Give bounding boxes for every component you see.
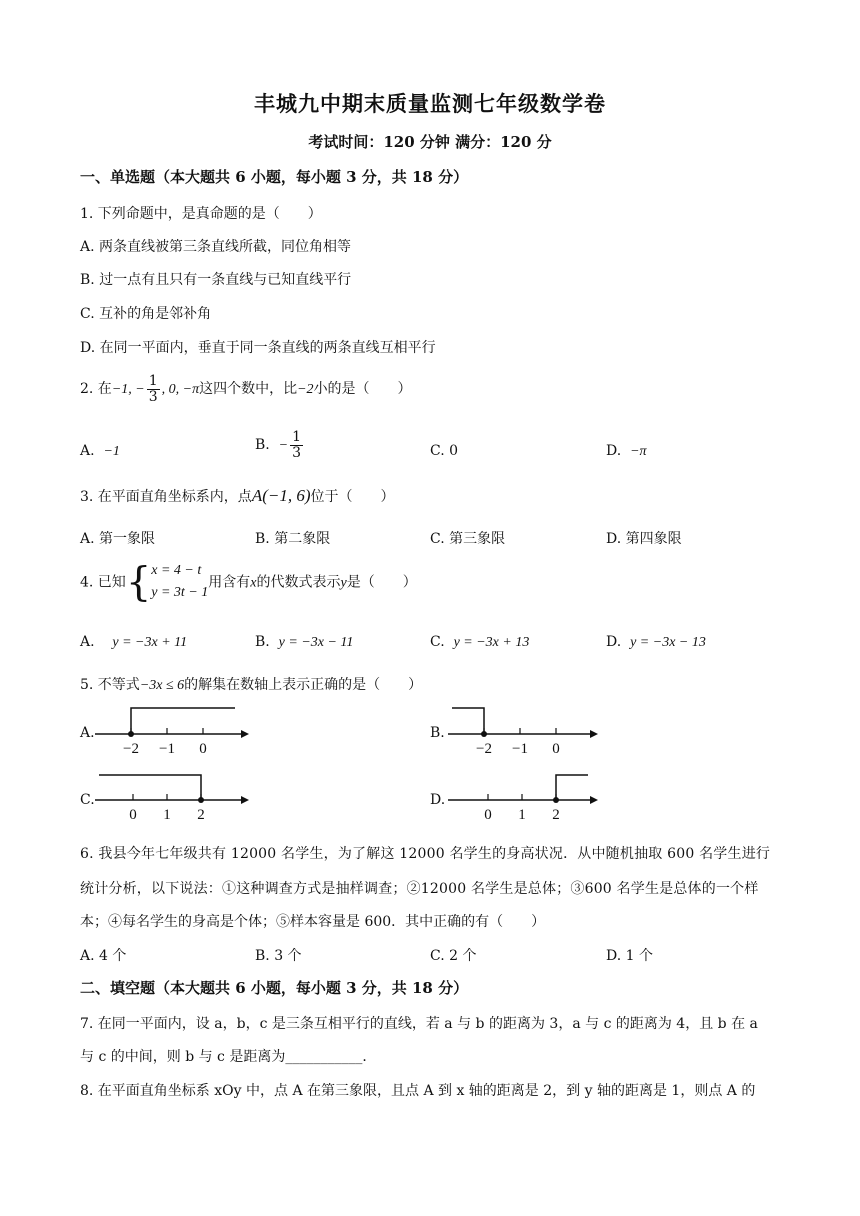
tick-label-d-3: 2 xyxy=(552,807,560,823)
tick-label-c-1: 0 xyxy=(129,807,137,823)
q6-line-2: 统计分析，以下说法：①这种调查方式是抽样调查；②12000 名学生是总体；③600 名学生是总体的一个样 xyxy=(80,881,759,897)
q2-b-num: 1 xyxy=(292,429,302,445)
solution-ray xyxy=(99,775,201,800)
q5-inequality: −3x ≤ 6 xyxy=(139,678,185,693)
q2-option-c: C. 0 xyxy=(430,443,459,459)
q7-line-2: 与 c 的中间，则 b 与 c 是距离为___________． xyxy=(80,1049,377,1065)
q4-option-b xyxy=(255,634,353,651)
q3-stem-a: 3. 在平面直角坐标系内，点 xyxy=(80,489,252,505)
q5-option-c-label: C. xyxy=(80,792,95,808)
q4-stem xyxy=(80,560,417,605)
q2-b-fraction xyxy=(290,430,303,460)
tick-label-a-3: 0 xyxy=(199,741,207,757)
q5-stem xyxy=(80,674,422,694)
q4-d-value: y = −3x − 13 xyxy=(630,635,706,650)
q4-stem-d: 是（ ） xyxy=(346,574,417,591)
q2-b-sign: − xyxy=(278,438,289,454)
q4-stem-c: 的代数式表示 xyxy=(256,574,341,591)
q4-option-d xyxy=(606,634,706,651)
q4-option-a xyxy=(80,634,187,651)
q4-a-value: y = −3x + 11 xyxy=(112,635,188,650)
q4-var-y: y xyxy=(340,575,347,591)
q4-stem-a: 4. 已知 xyxy=(80,574,126,591)
arrow-head-icon xyxy=(241,796,249,804)
q2-frac-den: 3 xyxy=(148,388,158,405)
arrow-head-icon xyxy=(241,730,249,738)
q6-option-b: B. 3 个 xyxy=(255,948,302,964)
q1-option-a: A. 两条直线被第三条直线所截，同位角相等 xyxy=(80,239,352,255)
solution-ray xyxy=(452,708,484,734)
q4-option-c xyxy=(430,634,529,651)
section-heading-single-choice: 一、单选题（本大题共 6 小题，每小题 3 分，共 18 分） xyxy=(80,168,469,186)
tick-label-a-2: −1 xyxy=(159,741,175,757)
q2-option-b xyxy=(255,430,305,460)
number-line-c xyxy=(95,768,255,826)
q7-line-1: 7. 在同一平面内，设 a，b，c 是三条互相平行的直线，若 a 与 b 的距离为 3，a 与 c 的距离为 4，且 b 在 a xyxy=(80,1016,758,1032)
q2-a-value: −1 xyxy=(103,444,120,459)
q1-option-c: C. 互补的角是邻补角 xyxy=(80,306,212,322)
left-brace-icon: { xyxy=(125,559,152,606)
solution-ray xyxy=(131,708,235,734)
q4-equation-1: x = 4 − t xyxy=(151,563,202,578)
q2-prefix: 2. 在 xyxy=(80,381,112,398)
tick-label-b-2: −1 xyxy=(512,741,528,757)
q5-option-b-label: B. xyxy=(430,725,445,741)
q5-stem-a: 5. 不等式 xyxy=(80,677,140,693)
q5-stem-b: 的解集在数轴上表示正确的是（ ） xyxy=(184,677,423,693)
q2-b-label: B. xyxy=(255,437,270,454)
tick-label-c-3: 2 xyxy=(197,807,205,823)
q3-option-b: B. 第二象限 xyxy=(255,531,331,547)
q6-option-d: D. 1 个 xyxy=(606,948,653,964)
q4-b-label: B. xyxy=(255,634,270,650)
solution-ray xyxy=(556,775,588,800)
q2-tail: 小的是（ ） xyxy=(313,381,412,398)
tick-label-b-1: −2 xyxy=(476,741,492,757)
q3-stem xyxy=(80,486,395,506)
q2-option-d xyxy=(606,443,647,460)
q4-c-label: C. xyxy=(430,634,445,650)
q2-frac-num: 1 xyxy=(148,373,158,389)
page-title: 丰城九中期末质量监测七年级数学卷 xyxy=(254,91,606,116)
q6-option-c: C. 2 个 xyxy=(430,948,477,964)
tick-label-c-2: 1 xyxy=(163,807,171,823)
tick-label-d-1: 0 xyxy=(484,807,492,823)
q4-c-value: y = −3x + 13 xyxy=(453,635,530,650)
q5-option-d-label: D. xyxy=(430,792,446,808)
tick-label-a-1: −2 xyxy=(123,741,139,757)
number-line-d xyxy=(448,768,608,826)
number-line-b xyxy=(448,700,608,758)
q6-line-1: 6. 我县今年七年级共有 12000 名学生，为了解这 12000 名学生的身高状况．从中随机抽取 600 名学生进行 xyxy=(80,846,771,862)
q5-option-a-label: A. xyxy=(80,725,95,741)
q2-fraction xyxy=(147,374,160,404)
q2-a-label: A. xyxy=(80,443,95,459)
tick-label-d-2: 1 xyxy=(518,807,526,823)
q2-compare: −2 xyxy=(297,382,314,398)
q4-equation-system xyxy=(151,560,208,605)
q2-b-den: 3 xyxy=(292,444,302,461)
q1-option-d: D. 在同一平面内，垂直于同一条直线的两条直线互相平行 xyxy=(80,340,436,356)
q2-nums-b: , 0, −π xyxy=(161,382,200,398)
q3-option-a: A. 第一象限 xyxy=(80,531,156,547)
q4-stem-b: 用含有 xyxy=(208,574,251,591)
section-heading-fill-blank: 二、填空题（本大题共 6 小题，每小题 3 分，共 18 分） xyxy=(80,979,469,997)
q2-d-label: D. xyxy=(606,443,622,459)
q2-d-value: −π xyxy=(630,444,647,459)
q2-stem xyxy=(80,374,412,404)
q3-point: A(−1, 6) xyxy=(251,486,311,505)
q4-equation-2: y = 3t − 1 xyxy=(151,585,209,601)
q4-a-label: A. xyxy=(80,634,95,650)
q6-line-3: 本；④每名学生的身高是个体；⑤样本容量是 600．其中正确的有（ ） xyxy=(80,914,546,930)
q1-option-b: B. 过一点有且只有一条直线与已知直线平行 xyxy=(80,272,352,288)
q2-nums-a: −1, − xyxy=(111,382,145,398)
q2-option-a xyxy=(80,443,120,460)
tick-label-b-3: 0 xyxy=(552,741,560,757)
number-line-a xyxy=(95,700,255,758)
arrow-head-icon xyxy=(590,796,598,804)
q3-option-c: C. 第三象限 xyxy=(430,531,506,547)
q4-var-x: x xyxy=(250,575,257,591)
q3-stem-b: 位于（ ） xyxy=(310,489,395,505)
arrow-head-icon xyxy=(590,730,598,738)
q2-suffix: 这四个数中，比 xyxy=(199,381,298,398)
q1-stem: 1. 下列命题中，是真命题的是（ ） xyxy=(80,206,322,222)
q4-d-label: D. xyxy=(606,634,622,650)
q4-b-value: y = −3x − 11 xyxy=(278,635,354,650)
q3-option-d: D. 第四象限 xyxy=(606,531,682,547)
exam-info: 考试时间：120 分钟 满分：120 分 xyxy=(308,133,552,151)
q6-option-a: A. 4 个 xyxy=(80,948,127,964)
q8-line-1: 8. 在平面直角坐标系 xOy 中，点 A 在第三象限，且点 A 到 x 轴的距离是 2，到 y 轴的距离是 1，则点 A 的 xyxy=(80,1083,756,1099)
